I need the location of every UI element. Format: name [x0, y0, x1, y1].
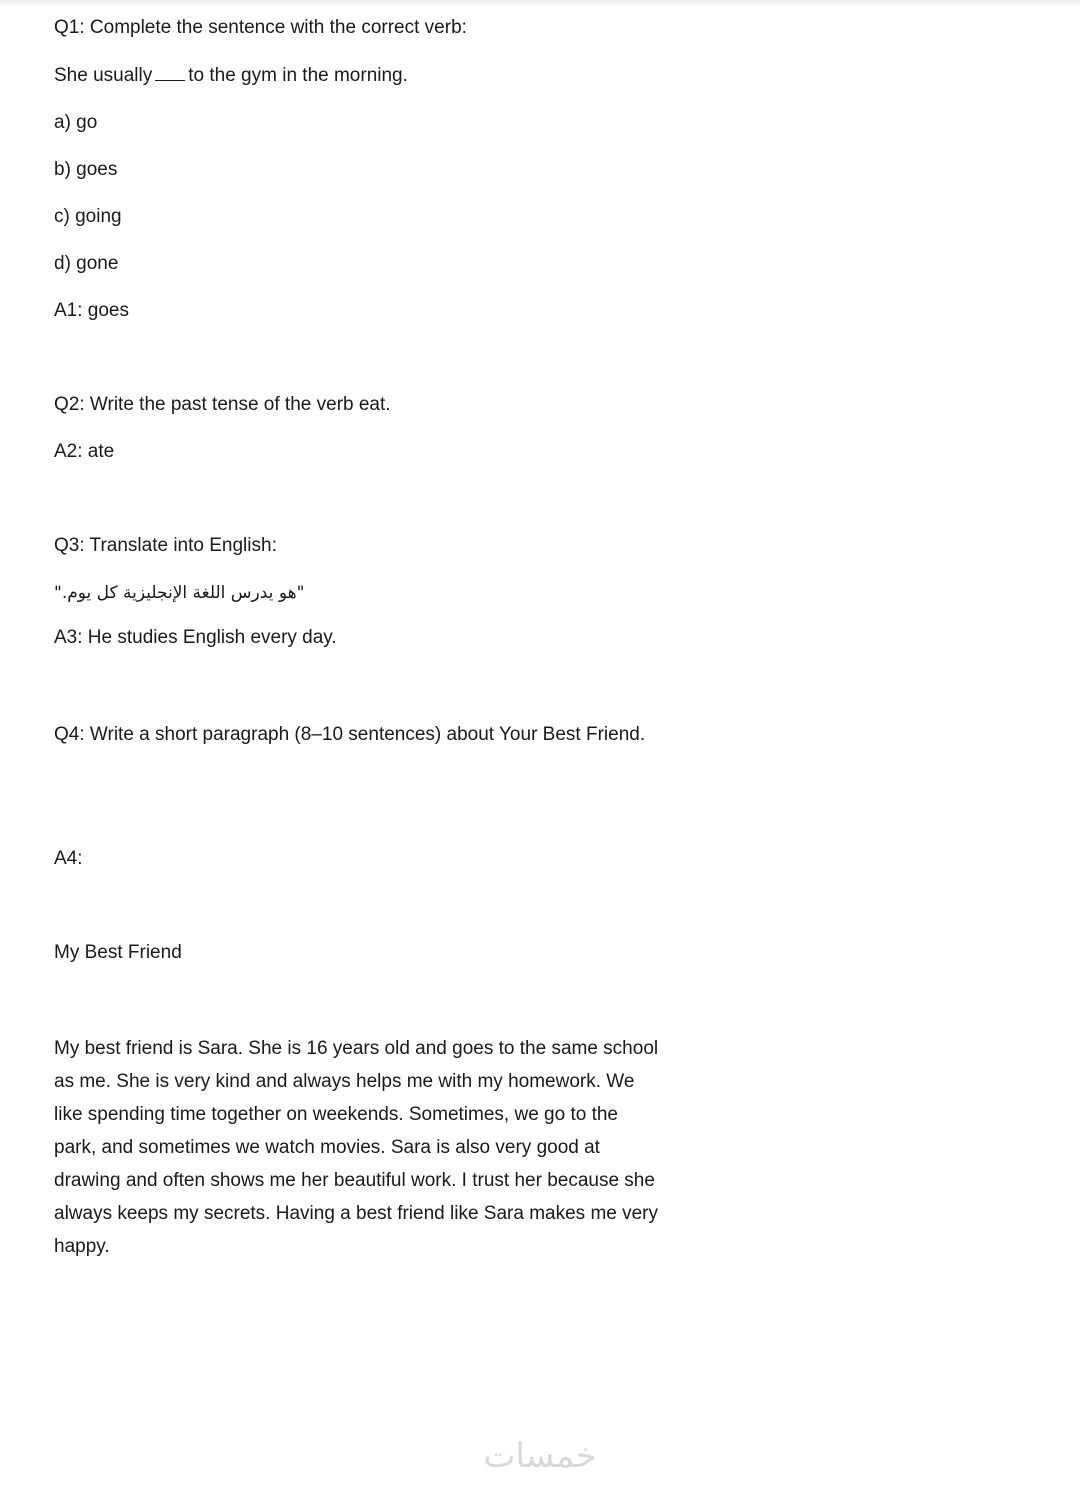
- q3-arabic-sentence: "هو يدرس اللغة الإنجليزية كل يوم.": [54, 583, 305, 603]
- q2-answer: A2: ate: [54, 441, 115, 462]
- q2-question: Q2: Write the past tense of the verb eat.: [54, 394, 391, 415]
- q1-option-c: c) going: [54, 206, 122, 227]
- essay-paragraph: My best friend is Sara. She is 16 years old and goes to the same school as me. She is very kind and always helps me with my homework. We like spending time together on weekends. Sometimes, we go to the park, and sometimes we watch movies. Sara is also very good at drawing and often shows me her beautiful work. I trust her because she always keeps my secrets. Having a best friend like Sara makes me very happy.: [54, 1038, 659, 1257]
- q3-answer: A3: He studies English every day.: [54, 627, 337, 648]
- q3-question: Q3: Translate into English:: [54, 535, 277, 556]
- answer-blank: [155, 66, 185, 81]
- q1-sentence-after: to the gym in the morning.: [188, 65, 408, 86]
- q1-sentence: [54, 64, 408, 88]
- q1-option-a: a) go: [54, 112, 98, 133]
- watermark-logo: خمسات: [483, 1436, 597, 1476]
- q1-answer: A1: goes: [54, 300, 129, 321]
- q4-answer-label: A4:: [54, 848, 83, 869]
- essay-title: My Best Friend: [54, 942, 182, 963]
- q1-option-b: b) goes: [54, 159, 118, 180]
- page-top-edge: [0, 0, 1080, 6]
- q1-question: Q1: Complete the sentence with the correct verb:: [54, 17, 467, 38]
- q4-question: Q4: Write a short paragraph (8–10 sentences) about Your Best Friend.: [54, 724, 646, 745]
- q1-option-d: d) gone: [54, 253, 119, 274]
- q1-sentence-before: She usually: [54, 65, 153, 86]
